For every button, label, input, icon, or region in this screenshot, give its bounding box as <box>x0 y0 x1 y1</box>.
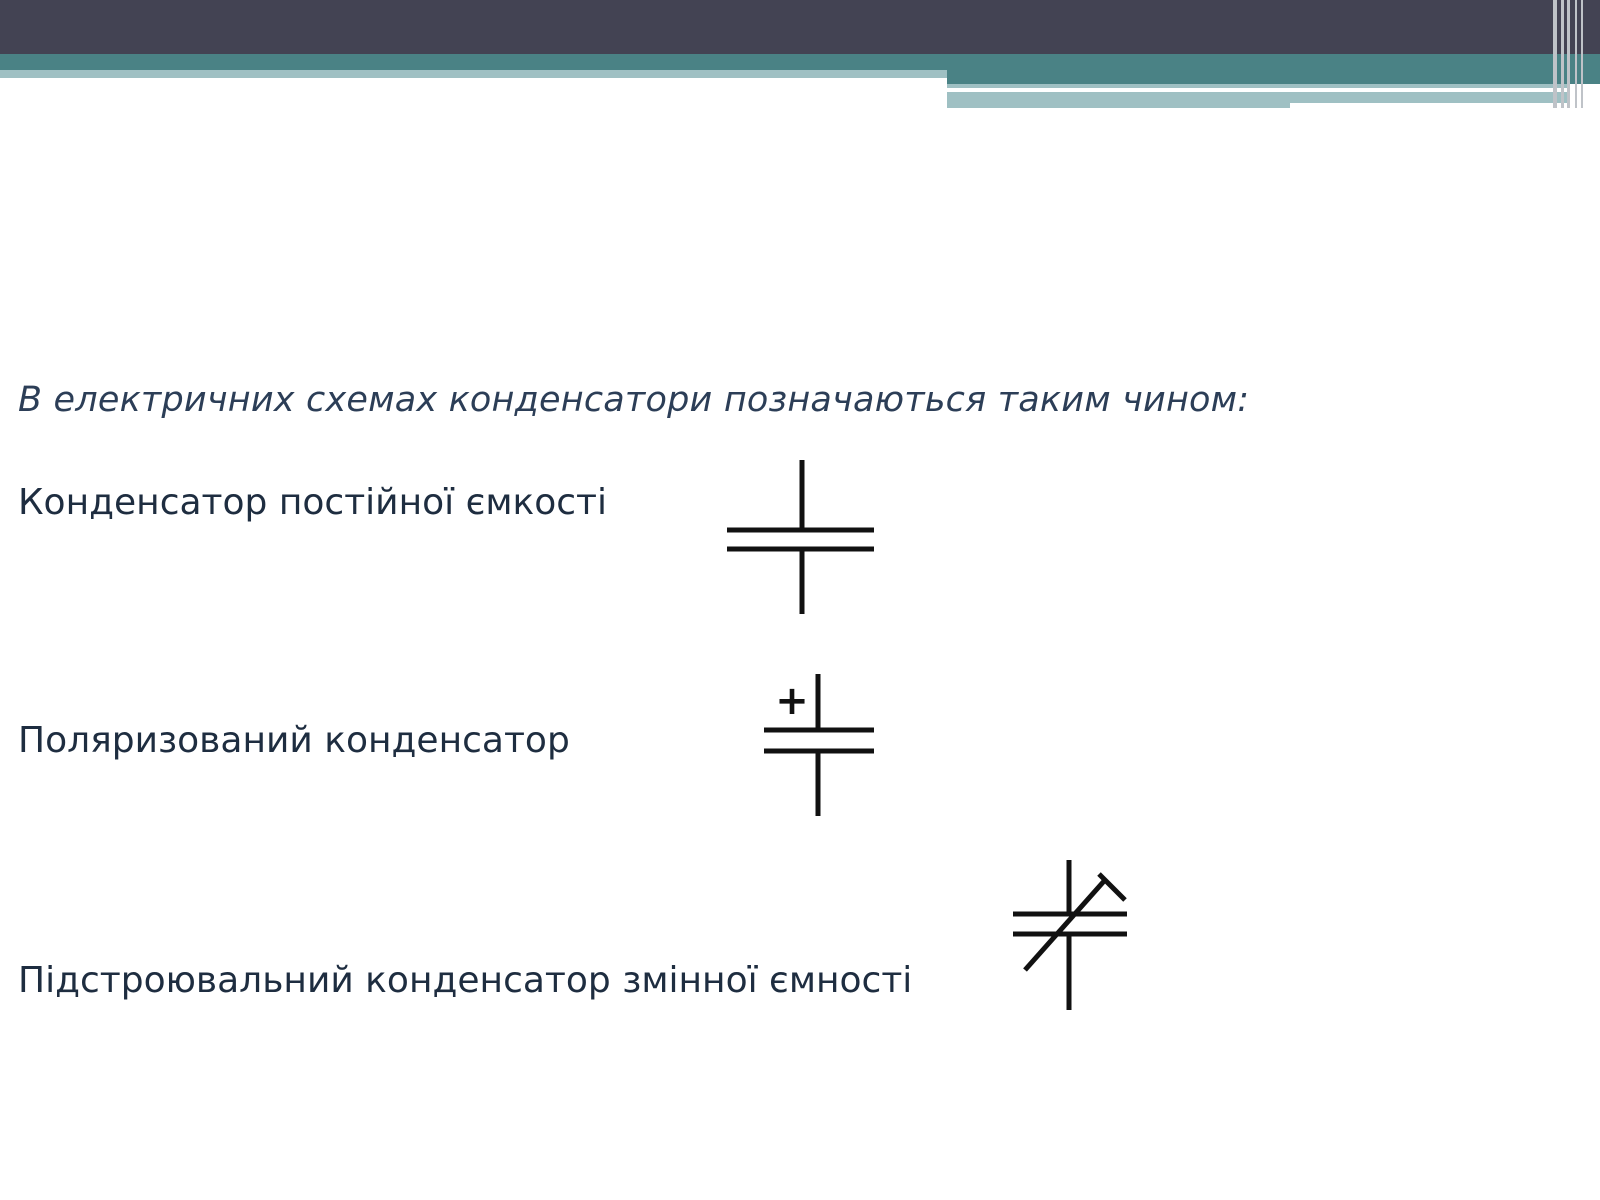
plus-sign: + <box>775 678 809 724</box>
header-teal-bar <box>0 54 1600 70</box>
polarized-capacitor-symbol <box>762 674 882 820</box>
fixed-capacitor-label: Конденсатор постійної ємкості <box>18 482 608 523</box>
trimmer-capacitor-symbol <box>1005 858 1135 1018</box>
fixed-capacitor-symbol <box>722 460 882 616</box>
header-light-bar <box>0 70 947 78</box>
header-right-accent <box>947 70 1600 84</box>
trimmer-capacitor-label: Підстроювальний конденсатор змінної ємності <box>18 960 913 1001</box>
header-right-gap-2 <box>1290 103 1567 108</box>
polarized-capacitor-label: Поляризований конденсатор <box>18 720 570 761</box>
header-vertical-stripes <box>1553 0 1600 108</box>
intro-text: В електричних схемах конденсатори позначаються таким чином: <box>18 380 1250 420</box>
header-dark-bar <box>0 0 1600 54</box>
